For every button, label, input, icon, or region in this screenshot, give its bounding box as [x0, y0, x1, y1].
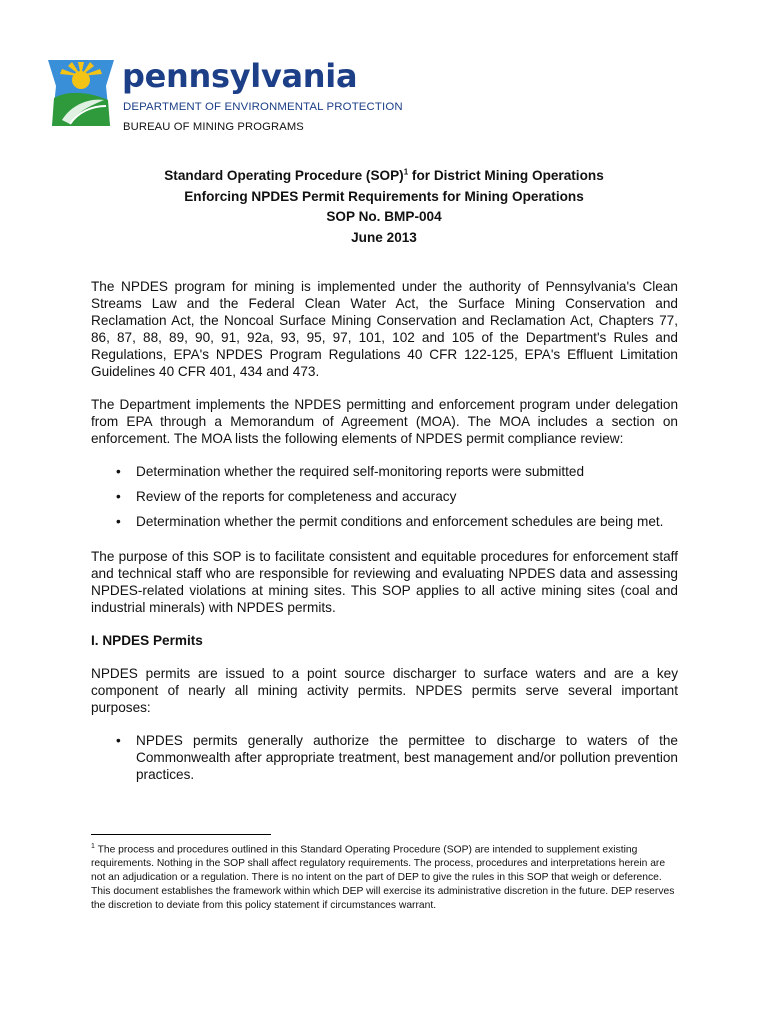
footnote-text: The process and procedures outlined in this Standard Operating Procedure (SOP) are intended to supplement existing requirements. Nothing in the SOP shall affect regulatory requirements. The process, procedures and interpretations herein are not an adjudication or a regulation. There is no intent on the part of DEP to give the rules in this SOP that weigh or deference. This document establishes the framework within which DEP will exercise its administrative discretion in the future. DEP reserves the discretion to deviate from this policy statement if circumstances warrant.: [91, 844, 675, 912]
document-title: [0, 166, 768, 248]
document-date: June 2013: [351, 229, 417, 245]
brand-name: pennsylvania: [122, 57, 358, 95]
list-item: • NPDES permits generally authorize the permittee to discharge to waters of the Commonwealth after appropriate treatment, best management and/or pollution prevention practices.: [91, 732, 678, 783]
paragraph-authority: The NPDES program for mining is implemented under the authority of Pennsylvania's Clean Streams Law and the Federal Clean Water Act, the Surface Mining Conservation and Reclamation Act, the Noncoal Surface Mining Conservation and Reclamation Act, Chapters 77, 86, 87, 88, 89, 90, 91, 92a, 93, 95, 97, 101, 102 and 105 of the Department's Rules and Regulations, EPA's NPDES Program Regulations 40 CFR 122-125, EPA's Effluent Limitation Guidelines 40 CFR 401, 434 and 473.: [91, 279, 678, 379]
bureau-name: BUREAU OF MINING PROGRAMS: [123, 121, 304, 133]
dep-logo: [42, 54, 403, 134]
permit-purposes-list: [91, 732, 678, 783]
section-heading: I. NPDES Permits: [91, 633, 203, 648]
moa-elements-list: [91, 463, 678, 530]
list-item: • Determination whether the required self-monitoring reports were submitted: [91, 463, 678, 480]
footnote-divider: [91, 834, 271, 835]
sop-number: SOP No. BMP-004: [326, 209, 442, 224]
footnote: [91, 840, 681, 913]
footnote-marker: 1: [91, 843, 95, 850]
footnote-ref: 1: [403, 167, 409, 177]
paragraph-delegation: The Department implements the NPDES permitting and enforcement program under delegation from EPA through a Memorandum of Agreement (MOA). The MOA includes a section on enforcement. The MOA lists the following elements of NPDES permit compliance review:: [91, 397, 678, 446]
paragraph-purpose: The purpose of this SOP is to facilitate consistent and equitable procedures for enforcement staff and technical staff who are responsible for reviewing and evaluating NPDES data and assessing NPDES-related violations at mining sites. This SOP applies to all active mining sites (coal and industrial minerals) with NPDES permits.: [91, 549, 678, 615]
paragraph-permits: NPDES permits are issued to a point source discharger to surface waters and are a key component of nearly all mining activity permits. NPDES permits serve several important purposes:: [91, 666, 678, 715]
keystone-logo-icon: [42, 54, 120, 132]
list-item: • Review of the reports for completeness and accuracy: [91, 488, 678, 505]
list-item: • Determination whether the permit conditions and enforcement schedules are being met.: [91, 513, 678, 530]
title-line-1: Standard Operating Procedure (SOP)$^1$ for District Mining Operations: [164, 167, 604, 183]
department-name: DEPARTMENT OF ENVIRONMENTAL PROTECTION: [123, 101, 403, 113]
document-body: [91, 278, 678, 801]
title-line-2: Enforcing NPDES Permit Requirements for Mining Operations: [184, 188, 584, 204]
